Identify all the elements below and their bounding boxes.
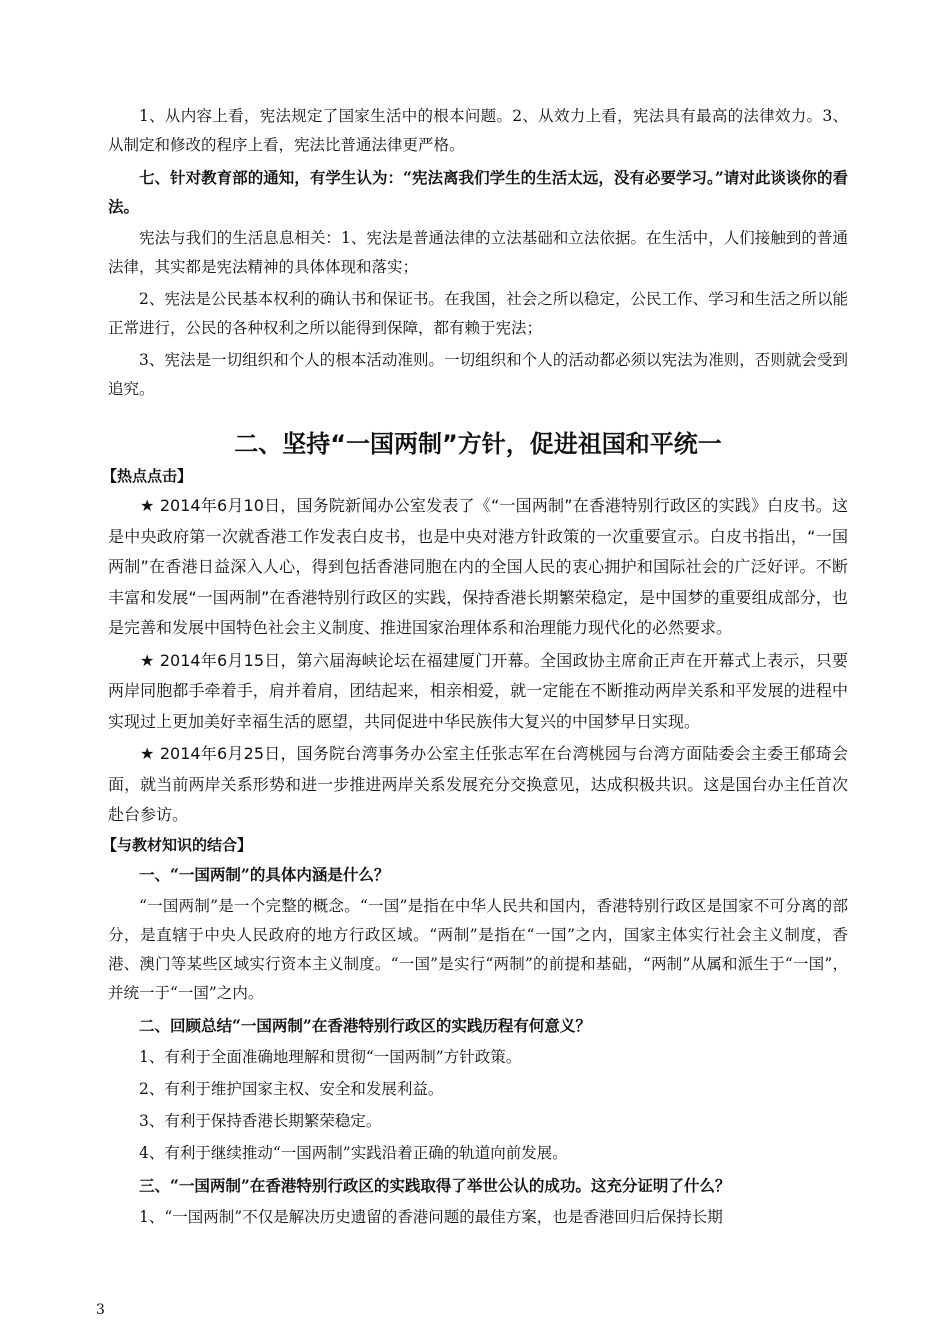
news-item: ★ 2014年6月15日，第六届海峡论坛在福建厦门开幕。全国政协主席俞正声在开幕式上表示，只要两岸同胞都手牵着手，肩并着肩，团结起来，相亲相爱，就一定能在不断推动两岸关系和平发展的进程中实现过上更加美好幸福生活的愿望，共同促进中华民族伟大复兴的中国梦早日实现。 xyxy=(108,650,848,731)
list-item: 3、有利于保持香港长期繁荣稳定。 xyxy=(139,1111,382,1130)
question-heading: 一、“一国两制”的具体内涵是什么？ xyxy=(139,864,390,884)
paragraph: 宪法与我们的生活息息相关：1、宪法是普通法律的立法基础和立法依据。在生活中，人们接触到的普通法律，其实都是宪法精神的具体体现和落实； xyxy=(108,229,848,276)
page-number: 3 xyxy=(96,1302,105,1318)
list-item: 4、有利于继续推动“一国两制”实践沿着正确的轨道向前发展。 xyxy=(139,1143,568,1162)
paragraph: “一国两制”是一个完整的概念。“一国”是指在中华人民共和国内，香港特别行政区是国家不可分离的部分，是直辖于中央人民政府的地方行政区域。“两制”是指在“一国”之内，国家主体实行社会主义制度，香港、澳门等某些区域实行资本主义制度。“一国”是实行“两制”的前提和基础，“两制”从属和派生于“一国”，并统一于“一国”之内。 xyxy=(108,896,848,1002)
textbook-label: 【与教材知识的结合】 xyxy=(102,835,253,854)
list-item: 1、有利于全面准确地理解和贯彻“一国两制”方针政策。 xyxy=(139,1047,522,1066)
question-heading: 二、回顾总结“一国两制”在香港特别行政区的实践历程有何意义？ xyxy=(139,1015,591,1035)
list-item: 2、有利于维护国家主权、安全和发展利益。 xyxy=(139,1079,444,1098)
section-title: 二、坚持“一国两制”方针，促进祖国和平统一 xyxy=(234,430,722,458)
document-page xyxy=(102,102,848,1232)
news-item: ★ 2014年6月25日，国务院台湾事务办公室主任张志军在台湾桃园与台湾方面陆委会主委王郁琦会面，就当前两岸关系形势和进一步推进两岸关系发展充分交换意见，达成积极共识。这是国台办主任首次赴台参访。 xyxy=(108,744,848,824)
paragraph: 1、从内容上看，宪法规定了国家生活中的根本问题。2、从效力上看，宪法具有最高的法律效力。3、从制定和修改的程序上看，宪法比普通法律更严格。 xyxy=(108,107,848,154)
question-heading: 三、“一国两制”在香港特别行政区的实践取得了举世公认的成功。这充分证明了什么？ xyxy=(139,1175,731,1195)
hot-label: 【热点点击】 xyxy=(102,467,193,485)
paragraph: 3、宪法是一切组织和个人的根本活动准则。一切组织和个人的活动都必须以宪法为准则，否则就会受到追究。 xyxy=(108,351,848,398)
question-heading: 七、针对教育部的通知，有学生认为：“宪法离我们学生的生活太远，没有必要学习。”请对此谈谈你的看法。 xyxy=(108,168,848,216)
paragraph: 1、“一国两制”不仅是解决历史遗留的香港问题的最佳方案，也是香港回归后保持长期 xyxy=(139,1207,723,1226)
news-item: ★ 2014年6月10日，国务院新闻办公室发表了《“一国两制”在香港特别行政区的实践》白皮书。这是中央政府第一次就香港工作发表白皮书，也是中央对港方针政策的一次重要宣示。白皮书指出，“一国两制”在香港日益深入人心，得到包括香港同胞在内的全国人民的衷心拥护和国际社会的广泛好评。不断丰富和发展“一国两制”在香港特别行政区的实践，保持香港长期繁荣稳定，是中国梦的重要组成部分，也是完善和发展中国特色社会主义制度、推进国家治理体系和治理能力现代化的必然要求。 xyxy=(108,496,848,637)
paragraph: 2、宪法是公民基本权利的确认书和保证书。在我国，社会之所以稳定，公民工作、学习和生活之所以能正常进行，公民的各种权利之所以能得到保障，都有赖于宪法； xyxy=(108,290,848,337)
